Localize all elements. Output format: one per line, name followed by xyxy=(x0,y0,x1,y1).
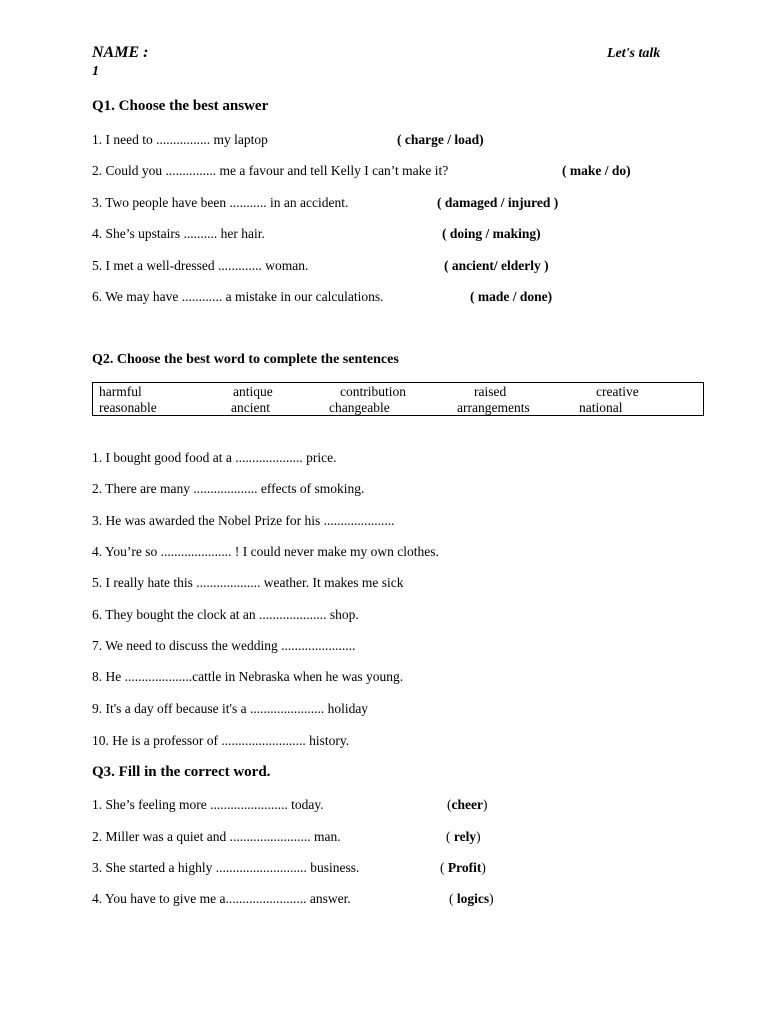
q3-item-1-hint: (cheer) xyxy=(447,797,488,812)
q3-heading: Q3. Fill in the correct word. xyxy=(92,764,271,780)
q2-item-1: 1. I bought good food at a .................... price. xyxy=(92,450,337,465)
q3-item-3-text: 3. She started a highly ........................... business. xyxy=(92,860,360,875)
word-box-word: contribution xyxy=(340,384,406,399)
q3-item-4-hint: ( logics) xyxy=(449,891,494,906)
q1-item-4-text: 4. She’s upstairs .......... her hair. xyxy=(92,226,265,241)
q3-item-4-text: 4. You have to give me a........................ answer. xyxy=(92,891,351,906)
q2-item-3: 3. He was awarded the Nobel Prize for his ..................... xyxy=(92,513,395,528)
word-box-word: antique xyxy=(233,384,273,399)
q3-item-3-hint: ( Profit) xyxy=(440,860,486,875)
word-box-word: national xyxy=(579,400,623,415)
q2-item-7: 7. We need to discuss the wedding ...................... xyxy=(92,638,356,653)
word-box-word: creative xyxy=(596,384,639,399)
q2-item-5: 5. I really hate this ................... weather. It makes me sick xyxy=(92,575,404,590)
word-box-word: arrangements xyxy=(457,400,530,415)
q2-item-10: 10. He is a professor of ......................... history. xyxy=(92,733,350,748)
q2-item-8: 8. He ....................cattle in Nebraska when he was young. xyxy=(92,669,404,684)
name-label: NAME : xyxy=(92,44,149,61)
word-box-word: raised xyxy=(474,384,507,399)
q1-item-5-text: 5. I met a well-dressed ............. woman. xyxy=(92,258,309,273)
q2-heading: Q2. Choose the best word to complete the sentences xyxy=(92,352,399,367)
q1-item-3-options: ( damaged / injured ) xyxy=(437,195,559,210)
word-box xyxy=(92,382,704,416)
q3-item-2-text: 2. Miller was a quiet and ........................ man. xyxy=(92,829,341,844)
q1-item-4-options: ( doing / making) xyxy=(442,226,541,241)
q2-item-2: 2. There are many ................... effects of smoking. xyxy=(92,481,365,496)
q3-item-1-text: 1. She’s feeling more ....................... today. xyxy=(92,797,324,812)
q1-item-6-text: 6. We may have ............ a mistake in our calculations. xyxy=(92,289,384,304)
q2-item-6: 6. They bought the clock at an .................... shop. xyxy=(92,607,359,622)
word-box-word: ancient xyxy=(231,400,270,415)
q1-item-5-options: ( ancient/ elderly ) xyxy=(444,258,549,273)
q2-item-9: 9. It's a day off because it's a ...................... holiday xyxy=(92,701,369,716)
q1-heading: Q1. Choose the best answer xyxy=(92,98,269,114)
word-box-word: harmful xyxy=(99,384,142,399)
q1-item-3-text: 3. Two people have been ........... in an accident. xyxy=(92,195,349,210)
q1-item-6-options: ( made / done) xyxy=(470,289,553,304)
q1-item-2-text: 2. Could you ............... me a favour and tell Kelly I can’t make it? xyxy=(92,163,449,178)
q3-item-2-hint: ( rely) xyxy=(446,829,481,844)
page-title: Let's talk xyxy=(607,46,661,61)
q1-item-2-options: ( make / do) xyxy=(562,163,631,178)
q1-item-1-text: 1. I need to ................ my laptop xyxy=(92,132,268,147)
word-box-word: changeable xyxy=(329,400,390,415)
page-number: 1 xyxy=(92,64,99,79)
q1-item-1-options: ( charge / load) xyxy=(397,132,484,147)
q2-item-4: 4. You’re so ..................... ! I could never make my own clothes. xyxy=(92,544,439,559)
word-box-word: reasonable xyxy=(99,400,157,415)
